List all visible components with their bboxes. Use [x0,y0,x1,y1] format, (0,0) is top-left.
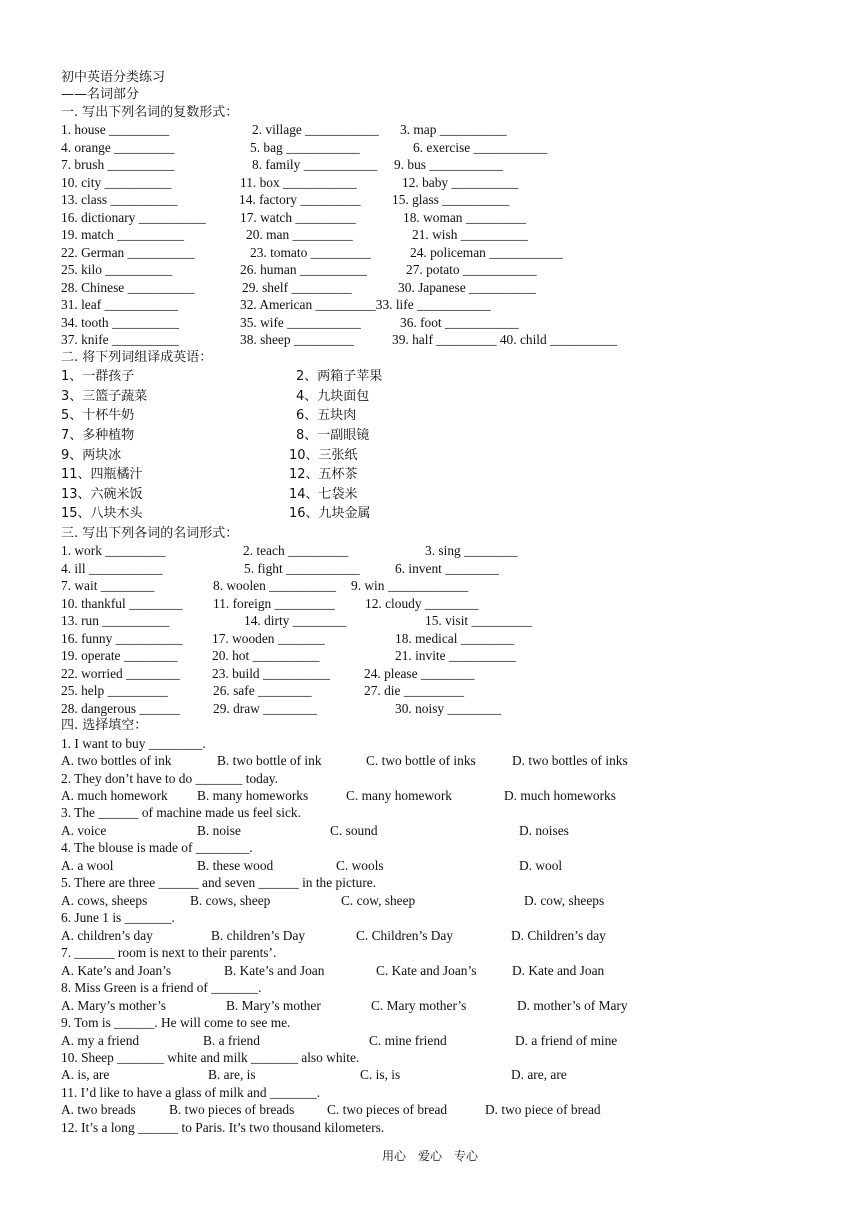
mc-option: C. cow, sheep [341,892,416,908]
mc-question: 10. Sheep _______ white and milk _______ also white. [61,1050,360,1066]
translation-item: 15、八块木头 [61,506,143,522]
plural-exercise-item: 39. half _________ 40. child __________ [392,332,618,348]
translation-item: 13、六碗米饭 [61,486,143,502]
translation-item: 4、九块面包 [296,388,370,404]
noun-form-item: 13. run __________ [61,613,170,629]
page-subtitle: ——名词部分 [61,87,140,103]
noun-form-item: 6. invent ________ [395,560,499,576]
mc-option: C. is, is [360,1067,401,1083]
noun-form-item: 12. cloudy ________ [365,595,479,611]
translation-item: 16、九块金属 [289,506,371,522]
mc-option: B. Mary’s mother [226,997,321,1013]
mc-option: C. Children’s Day [356,927,454,943]
mc-option: A. is, are [61,1067,110,1083]
plural-exercise-item: 24. policeman ___________ [410,244,563,260]
mc-option: B. two bottle of ink [217,753,322,769]
plural-exercise-item: 20. man _________ [246,227,353,243]
plural-exercise-item: 17. watch _________ [240,209,356,225]
noun-form-item: 14. dirty ________ [244,613,347,629]
plural-exercise-item: 10. city __________ [61,174,172,190]
plural-exercise-item: 11. box ___________ [240,174,357,190]
mc-option: B. are, is [208,1067,256,1083]
noun-form-item: 8. woolen __________ [213,578,337,594]
mc-option: C. two bottle of inks [366,753,476,769]
plural-exercise-item: 8. family ___________ [252,157,378,173]
mc-option: D. cow, sheeps [524,892,605,908]
plural-exercise-item: 35. wife ___________ [240,314,361,330]
plural-exercise-item: 34. tooth __________ [61,314,179,330]
translation-item: 3、三篮子蔬菜 [61,388,148,404]
section-2-heading: 二. 将下列词组译成英语： [61,349,213,365]
mc-option: A. children’s day [61,927,153,943]
plural-exercise-item: 7. brush __________ [61,157,175,173]
section-3-heading: 三. 写出下列各词的名词形式： [61,525,239,541]
mc-option: D. a friend of mine [515,1032,618,1048]
noun-form-item: 18. medical ________ [395,630,515,646]
noun-form-item: 20. hot __________ [212,648,320,664]
mc-question: 11. I’d like to have a glass of milk and _______. [61,1084,321,1100]
mc-option: C. Kate and Joan’s [376,962,477,978]
translation-item: 7、多种植物 [61,427,135,443]
page-footer: 用心 爱心 专心 [381,1149,478,1163]
mc-option: C. sound [330,822,378,838]
plural-exercise-item: 37. knife __________ [61,332,179,348]
noun-form-item: 7. wait ________ [61,578,155,594]
noun-form-item: 5. fight ___________ [244,560,360,576]
mc-option: B. noise [197,822,241,838]
mc-question: 3. The ______ of machine made us feel sick. [61,805,301,821]
plural-exercise-item: 1. house _________ [61,122,170,138]
mc-option: C. mine friend [369,1032,447,1048]
mc-question: 5. There are three ______ and seven ______ in the picture. [61,875,377,891]
mc-option: A. a wool [61,857,114,873]
noun-form-item: 27. die _________ [364,683,465,699]
plural-exercise-item: 23. tomato _________ [250,244,371,260]
plural-exercise-item: 13. class __________ [61,192,178,208]
plural-exercise-item: 3. map __________ [400,122,507,138]
translation-item: 2、两箱子苹果 [296,369,383,385]
translation-item: 10、三张纸 [289,447,358,463]
plural-exercise-item: 18. woman _________ [403,209,527,225]
noun-form-item: 3. sing ________ [425,543,518,559]
mc-question: 9. Tom is ______. He will come to see me. [61,1015,291,1031]
mc-question: 8. Miss Green is a friend of _______. [61,980,262,996]
mc-option: D. much homeworks [504,787,616,803]
noun-form-item: 19. operate ________ [61,648,178,664]
noun-form-item: 15. visit _________ [425,613,532,629]
mc-option: A. two bottles of ink [61,753,172,769]
mc-option: D. mother’s of Mary [517,997,628,1013]
mc-question: 2. They don’t have to do _______ today. [61,770,278,786]
mc-option: D. noises [519,822,569,838]
noun-form-item: 24. please ________ [364,665,475,681]
noun-form-item: 25. help _________ [61,683,168,699]
plural-exercise-item: 9. bus ___________ [394,157,503,173]
mc-option: D. Children’s day [511,927,606,943]
plural-exercise-item: 2. village ___________ [252,122,379,138]
noun-form-item: 4. ill ___________ [61,560,163,576]
translation-item: 8、一副眼镜 [296,427,370,443]
plural-exercise-item: 19. match __________ [61,227,185,243]
plural-exercise-item: 21. wish __________ [412,227,528,243]
mc-option: D. Kate and Joan [512,962,605,978]
mc-option: C. wools [336,857,384,873]
noun-form-item: 1. work _________ [61,543,166,559]
mc-option: B. Kate’s and Joan [224,962,325,978]
mc-option: A. much homework [61,787,168,803]
noun-form-item: 21. invite __________ [395,648,516,664]
mc-option: D. two bottles of inks [512,753,628,769]
mc-option: D. are, are [511,1067,567,1083]
noun-form-item: 29. draw ________ [213,700,317,716]
plural-exercise-item: 29. shelf _________ [242,279,352,295]
section-4-heading: 四. 选择填空： [61,718,148,734]
mc-option: C. two pieces of bread [327,1102,448,1118]
mc-option: B. children’s Day [211,927,306,943]
translation-item: 12、五杯茶 [289,467,358,483]
page-title: 初中英语分类练习 [61,70,166,85]
plural-exercise-item: 16. dictionary __________ [61,209,206,225]
plural-exercise-item: 6. exercise ___________ [413,139,548,155]
noun-form-item: 17. wooden _______ [212,630,325,646]
noun-form-item: 16. funny __________ [61,630,183,646]
mc-option: D. wool [519,857,563,873]
plural-exercise-item: 38. sheep _________ [240,332,355,348]
mc-option: A. cows, sheeps [61,892,148,908]
mc-option: B. these wood [197,857,274,873]
noun-form-item: 2. teach _________ [243,543,349,559]
noun-form-item: 26. safe ________ [213,683,312,699]
mc-question: 6. June 1 is _______. [61,910,175,926]
noun-form-item: 22. worried ________ [61,665,180,681]
mc-option: D. two piece of bread [485,1102,601,1118]
plural-exercise-item: 36. foot ___________ [400,314,519,330]
noun-form-item: 23. build __________ [212,665,330,681]
plural-exercise-item: 25. kilo __________ [61,262,173,278]
mc-option: A. two breads [61,1102,136,1118]
mc-option: B. a friend [203,1032,260,1048]
plural-exercise-item: 31. leaf ___________ [61,297,179,313]
plural-exercise-item: 14. factory _________ [239,192,361,208]
plural-exercise-item: 28. Chinese __________ [61,279,195,295]
noun-form-item: 9. win ____________ [351,578,469,594]
mc-option: A. my a friend [61,1032,140,1048]
noun-form-item: 30. noisy ________ [395,700,502,716]
translation-item: 14、七袋米 [289,486,358,502]
plural-exercise-item: 15. glass __________ [392,192,510,208]
mc-question: 1. I want to buy ________. [61,735,206,751]
plural-exercise-item: 26. human __________ [240,262,367,278]
mc-question: 12. It’s a long ______ to Paris. It’s two thousand kilometers. [61,1119,385,1135]
translation-item: 5、十杯牛奶 [61,408,135,424]
noun-form-item: 28. dangerous ______ [61,700,180,716]
plural-exercise-item: 32. American _________33. life ___________ [240,297,491,313]
plural-exercise-item: 27. potato ___________ [406,262,537,278]
noun-form-item: 11. foreign _________ [213,595,335,611]
plural-exercise-item: 22. German __________ [61,244,195,260]
noun-form-item: 10. thankful ________ [61,595,183,611]
plural-exercise-item: 30. Japanese __________ [398,279,536,295]
mc-question: 7. ______ room is next to their parents’. [61,945,277,961]
mc-question: 4. The blouse is made of ________. [61,840,253,856]
mc-option: A. Mary’s mother’s [61,997,167,1013]
mc-option: A. Kate’s and Joan’s [61,962,172,978]
mc-option: A. voice [61,822,107,838]
translation-item: 11、四瓶橘汁 [61,467,143,483]
plural-exercise-item: 5. bag ___________ [250,139,360,155]
mc-option: B. cows, sheep [190,892,271,908]
mc-option: C. many homework [346,787,452,803]
section-1-heading: 一. 写出下列名词的复数形式： [61,104,239,120]
translation-item: 1、一群孩子 [61,369,135,385]
plural-exercise-item: 12. baby __________ [402,174,519,190]
mc-option: B. two pieces of breads [169,1102,295,1118]
mc-option: B. many homeworks [197,787,309,803]
plural-exercise-item: 4. orange _________ [61,139,175,155]
translation-item: 6、五块肉 [296,408,357,424]
mc-option: C. Mary mother’s [371,997,467,1013]
translation-item: 9、两块冰 [61,447,122,463]
